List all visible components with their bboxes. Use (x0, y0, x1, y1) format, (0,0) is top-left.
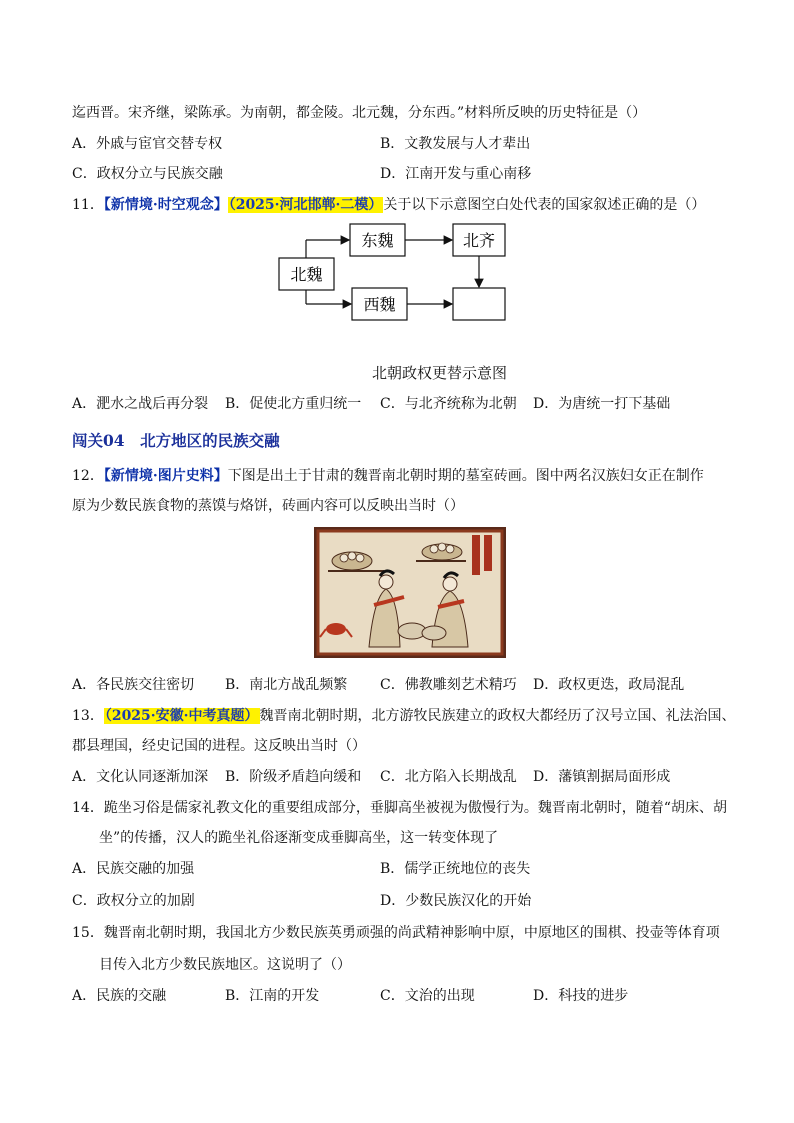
q11-option-c: C．与北齐统称为北朝 (380, 396, 517, 412)
q12-number: 12． (72, 468, 104, 484)
q13-option-b: B．阶级矛盾趋向缓和 (225, 769, 362, 785)
svg-text:北齐: 北齐 (462, 231, 496, 250)
q12-option-b: B．南北方战乱频繁 (225, 677, 348, 693)
tomb-brick-painting-image (314, 527, 506, 658)
q13-stem-line2: 郡县理国，经史记国的进程。这反映出当时（） (72, 738, 366, 754)
q13-option-d: D．藩镇割据局面形成 (533, 769, 671, 785)
svg-text:西魏: 西魏 (363, 295, 396, 314)
q15-stem-line2: 目传入北方少数民族地区。这说明了（） (99, 957, 351, 973)
section-heading: 闯关04 北方地区的民族交融 (72, 431, 280, 450)
regime-succession-diagram (270, 215, 530, 327)
q11-stem (72, 195, 705, 215)
q13-source: （2025·安徽·中考真题） (104, 708, 259, 724)
q10-option-c: C．政权分立与民族交融 (72, 166, 223, 182)
q11-number: 11． (72, 197, 104, 213)
q10-option-a: A．外戚与宦官交替专权 (72, 136, 223, 152)
q14-option-a: A．民族交融的加强 (72, 861, 195, 877)
q11-tag: 【新情境·时空观念】 (103, 197, 228, 213)
q10-option-b: B．文教发展与人才辈出 (380, 136, 531, 152)
q15-option-b: B．江南的开发 (225, 988, 320, 1004)
q11-option-a: A．淝水之战后再分裂 (72, 396, 209, 412)
q13-option-a: A．文化认同逐渐加深 (72, 769, 209, 785)
diagram-caption: 北朝政权更替示意图 (372, 364, 508, 382)
svg-text:北魏: 北魏 (290, 265, 323, 284)
q14-stem-line1: 14．跪坐习俗是儒家礼教文化的重要组成部分，垂脚高坐被视为傲慢行为。魏晋南北朝时，随着“胡床、胡 (72, 800, 727, 816)
box-bei-wei (279, 258, 334, 290)
q11-option-b: B．促使北方重归统一 (225, 396, 362, 412)
q12-stem-line2: 原为少数民族食物的蒸馍与烙饼，砖画内容可以反映出当时（） (72, 498, 464, 514)
box-xi-wei (352, 288, 407, 320)
q10-stem: 迄西晋。宋齐继，梁陈承。为南朝，都金陵。北元魏，分东西。”材料所反映的历史特征是（） (72, 105, 647, 121)
svg-text:东魏: 东魏 (361, 231, 394, 250)
q12-option-d: D．政权更迭，政局混乱 (533, 677, 685, 693)
q12-stem-text: 下图是出土于甘肃的魏晋南北朝时期的墓室砖画。图中两名汉族妇女正在制作 (227, 468, 704, 484)
q12-option-a: A．各民族交往密切 (72, 677, 195, 693)
q11-option-d: D．为唐统一打下基础 (533, 396, 671, 412)
box-bei-qi (453, 224, 505, 256)
box-blank (453, 288, 505, 320)
q14-option-b: B．儒学正统地位的丧失 (380, 861, 531, 877)
q15-option-a: A．民族的交融 (72, 988, 167, 1004)
q13-number: 13． (72, 708, 104, 724)
q14-option-d: D．少数民族汉化的开始 (380, 893, 532, 909)
q15-option-d: D．科技的进步 (533, 988, 629, 1004)
q15-stem-line1: 15．魏晋南北朝时期，我国北方少数民族英勇顽强的尚武精神影响中原，中原地区的围棋、投壶等体育项 (72, 925, 720, 941)
q15-option-c: C．文治的出现 (380, 988, 475, 1004)
q11-source: （2025·河北邯郸·二模） (228, 197, 383, 213)
box-dong-wei (350, 224, 405, 256)
q13-stem-text: 魏晋南北朝时期，北方游牧民族建立的政权大都经历了汉号立国、礼法治国、 (259, 708, 736, 724)
q14-stem-line2: 坐”的传播，汉人的跪坐礼俗逐渐变成垂脚高坐，这一转变体现了 (99, 830, 499, 846)
q10-option-d: D．江南开发与重心南移 (380, 166, 532, 182)
q12-option-c: C．佛教雕刻艺术精巧 (380, 677, 517, 693)
q13-stem-line1 (72, 706, 736, 726)
q11-stem-text: 关于以下示意图空白处代表的国家叙述正确的是（） (383, 197, 706, 213)
q12-stem-line1 (72, 466, 704, 486)
q14-option-c: C．政权分立的加剧 (72, 893, 195, 909)
q12-tag: 【新情境·图片史料】 (103, 468, 228, 484)
q13-option-c: C．北方陷入长期战乱 (380, 769, 517, 785)
